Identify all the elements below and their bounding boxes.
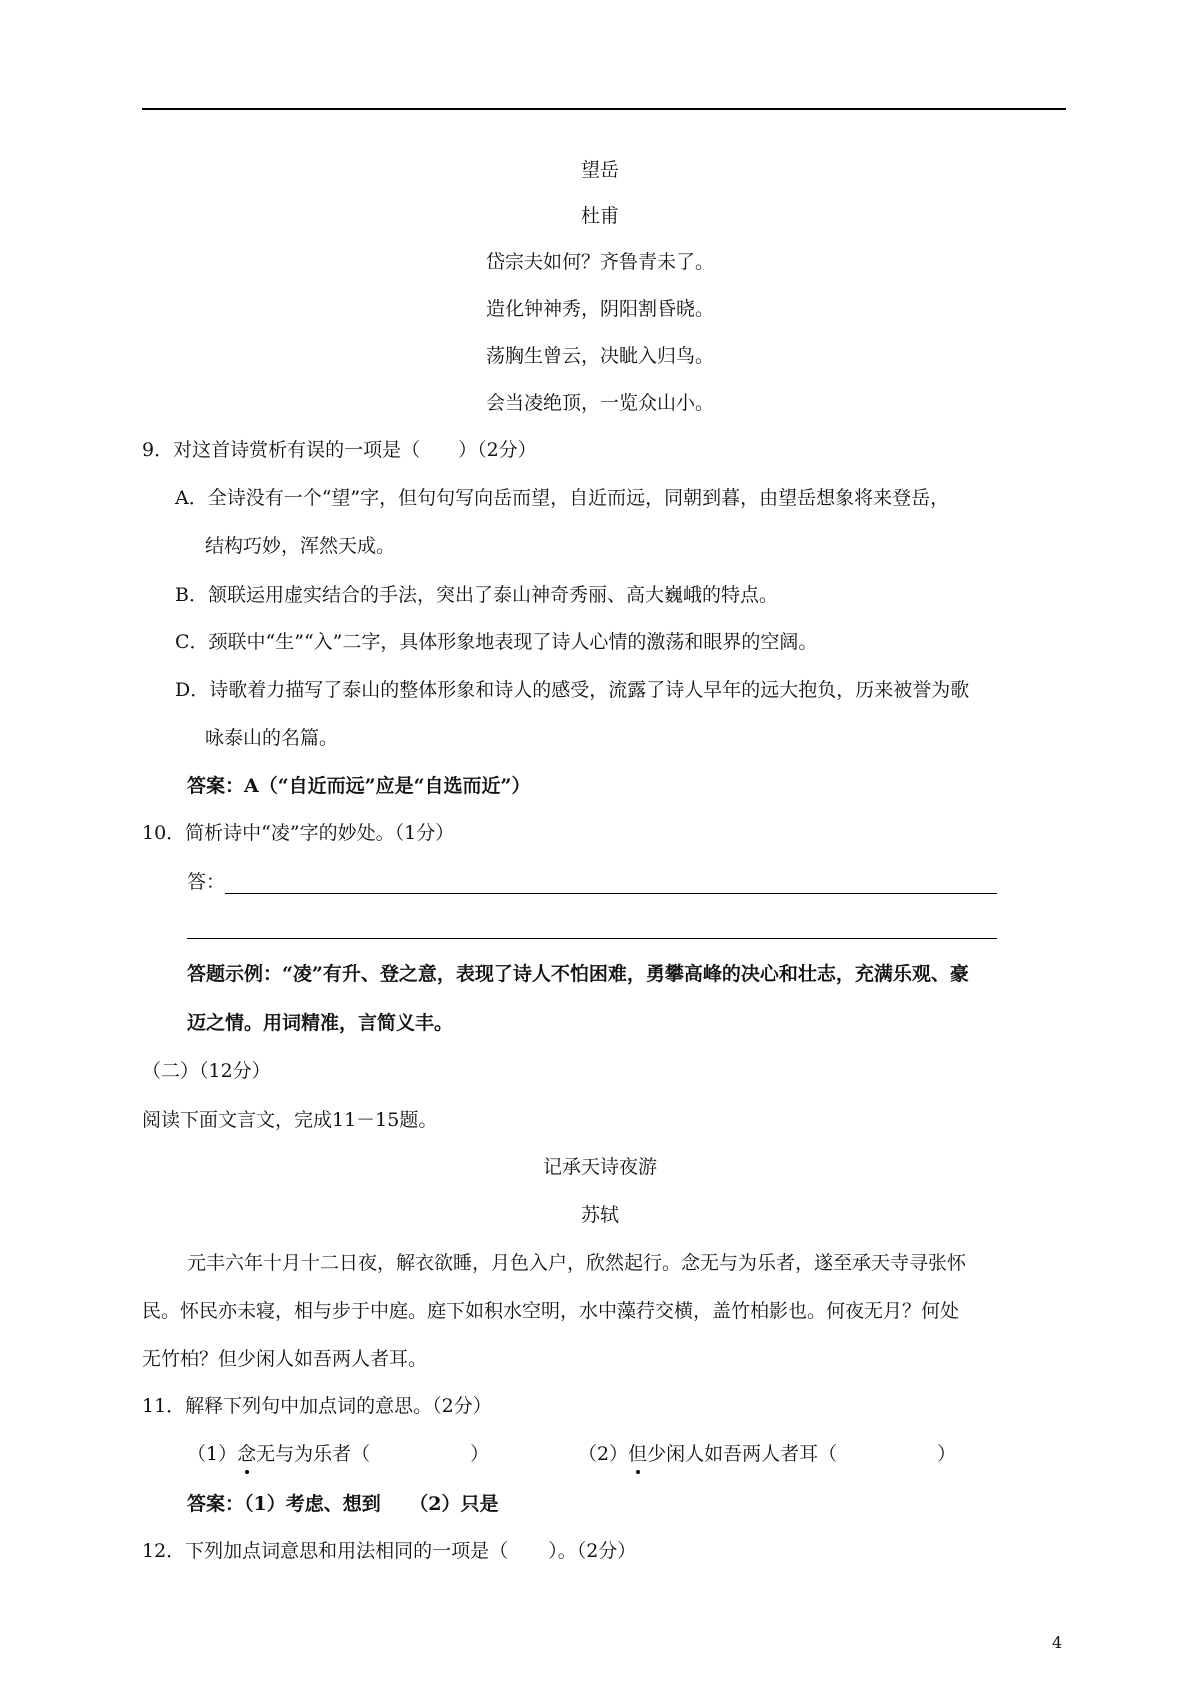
question-12-stem-start: 12．下列加点词意思和用法相同的一项是（	[142, 1540, 509, 1562]
option-a-line1: A．全诗没有一个“望”字，但句句写向岳而望，自近而远，同朝到暮，由望岳想象将来登岳，	[175, 487, 950, 509]
question-10-answer-line1: 答题示例：“凌”有升、登之意，表现了诗人不怕困难，勇攀高峰的决心和壮志，充满乐观、豪	[187, 963, 969, 985]
question-11-item-2	[578, 1441, 956, 1467]
question-9-answer: 答案：A（“自近而远”应是“自选而近”）	[187, 775, 531, 797]
poem-line: 岱宗夫如何？齐鲁青未了。	[485, 251, 714, 273]
question-11-answer: 答案：（1）考虑、想到 （2）只是	[187, 1493, 499, 1515]
option-c: C．颈联中“生”“入”二字，具体形象地表现了诗人心情的激荡和眼界的空阔。	[175, 631, 818, 653]
question-12-stem	[142, 1538, 636, 1564]
poem-title: 望岳	[580, 159, 619, 181]
header-rule	[142, 108, 1066, 110]
section-heading: （二）（12分）	[142, 1060, 271, 1082]
question-11-item-1	[187, 1441, 489, 1467]
item-2-prefix: （2）	[578, 1443, 629, 1465]
page-number: 4	[1052, 1633, 1063, 1652]
item-1-close: ）	[470, 1443, 490, 1465]
poem-line: 造化钟神秀，阴阳割昏晓。	[485, 298, 714, 320]
question-10-answer-line2: 迈之情。用词精准，言简义丰。	[187, 1012, 454, 1034]
prose-line: 元丰六年十月十二日夜，解衣欲睡，月色入户，欣然起行。念无与为乐者，遂至承天寺寻张怀	[187, 1252, 967, 1274]
question-9-stem: 9．对这首诗赏析有误的一项是（ ）（2分）	[142, 439, 537, 461]
prose-line: 民。怀民亦未寝，相与步于中庭。庭下如积水空明，水中藻荇交横，盖竹柏影也。何夜无月？何处	[142, 1300, 960, 1322]
answer-label: 答：	[187, 871, 226, 893]
dotted-word-2: 但	[628, 1443, 648, 1465]
option-a-line2: 结构巧妙，浑然天成。	[205, 535, 396, 557]
prose-author: 苏轼	[580, 1204, 619, 1226]
poem-author: 杜甫	[580, 205, 619, 227]
option-b: B．颔联运用虚实结合的手法，突出了泰山神奇秀丽、高大巍峨的特点。	[175, 584, 778, 606]
prose-line: 无竹柏？但少闲人如吾两人者耳。	[142, 1348, 428, 1370]
item-1-text: 无与为乐者（	[256, 1443, 371, 1465]
question-10-stem: 10．简析诗中“凌”字的妙处。（1分）	[142, 822, 455, 844]
option-d-line1: D．诗歌着力描写了泰山的整体形象和诗人的感受，流露了诗人早年的远大抱负，历来被誉为歌	[175, 679, 970, 701]
question-11-stem: 11．解释下列句中加点词的意思。（2分）	[142, 1395, 492, 1417]
question-12-stem-end: ）。（2分）	[548, 1540, 637, 1562]
answer-blank-line-1[interactable]	[225, 893, 997, 894]
item-1-prefix: （1）	[187, 1443, 238, 1465]
answer-blank-line-2[interactable]	[187, 938, 997, 939]
dotted-word-1: 念	[237, 1443, 257, 1465]
section-instruction: 阅读下面文言文，完成11－15题。	[142, 1109, 438, 1131]
item-2-text: 少闲人如吾两人者耳（	[647, 1443, 838, 1465]
option-d-line2: 咏泰山的名篇。	[205, 727, 339, 749]
item-2-close: ）	[937, 1443, 957, 1465]
poem-line: 会当凌绝顶，一览众山小。	[485, 392, 714, 414]
poem-line: 荡胸生曾云，决眦入归鸟。	[485, 345, 714, 367]
prose-title: 记承天诗夜游	[542, 1156, 657, 1178]
